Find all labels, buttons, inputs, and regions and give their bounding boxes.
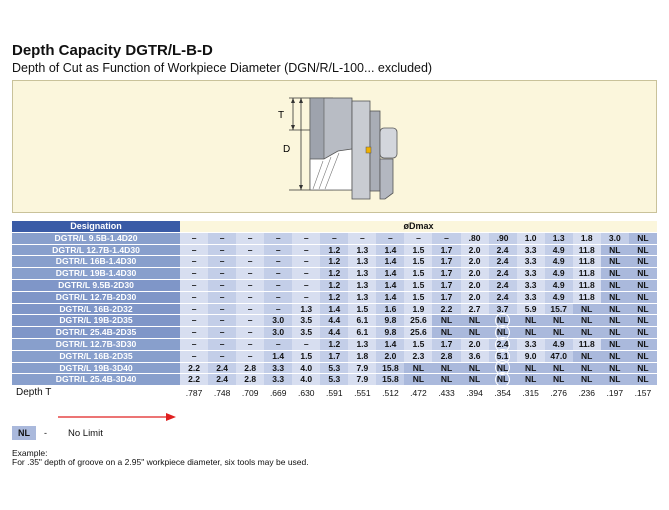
value-cell: NL — [404, 374, 432, 386]
value-cell: 1.5 — [404, 256, 432, 268]
value-cell: NL — [432, 327, 460, 339]
value-cell: – — [208, 350, 236, 362]
value-cell: 3.0 — [601, 232, 629, 244]
value-cell: .80 — [461, 232, 489, 244]
depth-value: .236 — [573, 386, 601, 401]
value-cell: – — [180, 338, 208, 350]
value-cell: 47.0 — [545, 350, 573, 362]
value-cell: – — [208, 268, 236, 280]
value-cell: NL — [573, 374, 601, 386]
value-cell: 1.3 — [348, 338, 376, 350]
table-row — [12, 303, 657, 315]
value-cell: 25.6 — [404, 315, 432, 327]
value-cell: NL — [545, 315, 573, 327]
value-cell: 3.3 — [517, 291, 545, 303]
value-cell: 1.7 — [320, 350, 348, 362]
value-cell: – — [208, 303, 236, 315]
legend-nl-swatch: NL — [12, 426, 36, 440]
value-cell: 2.4 — [208, 374, 236, 386]
depth-value: .787 — [180, 386, 208, 401]
value-cell: – — [292, 256, 320, 268]
value-cell: 2.0 — [376, 350, 404, 362]
value-cell: NL — [517, 327, 545, 339]
value-cell: NL — [629, 268, 657, 280]
value-cell: 2.0 — [461, 256, 489, 268]
page-title: Depth Capacity DGTR/L-B-D — [12, 42, 213, 59]
value-cell: NL — [629, 244, 657, 256]
value-cell: – — [264, 244, 292, 256]
table-row — [12, 232, 657, 244]
value-cell: NL — [545, 362, 573, 374]
value-cell: 1.9 — [404, 303, 432, 315]
value-cell: 5.9 — [517, 303, 545, 315]
value-cell: 15.7 — [545, 303, 573, 315]
value-cell: NL — [601, 279, 629, 291]
value-cell: 1.4 — [264, 350, 292, 362]
value-cell: NL — [573, 315, 601, 327]
value-cell: NL — [629, 374, 657, 386]
table-row — [12, 268, 657, 280]
value-cell: 1.5 — [292, 350, 320, 362]
value-cell: 4.9 — [545, 244, 573, 256]
value-cell: 3.3 — [264, 362, 292, 374]
value-cell: 2.4 — [489, 279, 517, 291]
value-cell: 1.5 — [404, 268, 432, 280]
designation-cell: DGTR/L 16B-2D32 — [12, 303, 180, 315]
depth-arrow-icon — [58, 412, 178, 422]
value-cell: – — [208, 327, 236, 339]
value-cell: 4.0 — [292, 374, 320, 386]
value-cell: 2.0 — [461, 244, 489, 256]
value-cell: – — [180, 291, 208, 303]
value-cell: 1.7 — [432, 279, 460, 291]
value-cell: 4.9 — [545, 256, 573, 268]
value-cell: NL — [629, 256, 657, 268]
value-cell: 4.0 — [292, 362, 320, 374]
value-cell: – — [180, 279, 208, 291]
value-cell: 4.9 — [545, 268, 573, 280]
value-cell: 2.0 — [461, 279, 489, 291]
value-cell: 1.2 — [320, 338, 348, 350]
value-cell: NL — [461, 374, 489, 386]
value-cell: 1.6 — [376, 303, 404, 315]
value-cell: NL — [601, 338, 629, 350]
value-cell: 3.0 — [264, 315, 292, 327]
value-cell: 1.7 — [432, 268, 460, 280]
depth-value: .394 — [461, 386, 489, 401]
table-row — [12, 350, 657, 362]
value-cell: 1.2 — [320, 256, 348, 268]
depth-value: .197 — [601, 386, 629, 401]
value-cell: 1.4 — [320, 303, 348, 315]
value-cell: NL — [629, 327, 657, 339]
value-cell: 1.2 — [320, 244, 348, 256]
value-cell: NL — [489, 327, 517, 339]
value-cell: 1.3 — [348, 268, 376, 280]
value-cell: NL — [601, 374, 629, 386]
value-cell: – — [236, 291, 264, 303]
value-cell: 6.1 — [348, 315, 376, 327]
value-cell: NL — [601, 327, 629, 339]
value-cell: 1.8 — [348, 350, 376, 362]
table-row — [12, 256, 657, 268]
value-cell: 5.3 — [320, 362, 348, 374]
value-cell: 1.7 — [432, 291, 460, 303]
value-cell: – — [236, 244, 264, 256]
value-cell: – — [236, 279, 264, 291]
value-cell: 1.4 — [376, 338, 404, 350]
value-cell: 4.9 — [545, 338, 573, 350]
tool-diagram-box — [12, 80, 657, 213]
value-cell: 1.0 — [517, 232, 545, 244]
value-cell: 2.7 — [461, 303, 489, 315]
value-cell: 4.4 — [320, 315, 348, 327]
value-cell: NL — [432, 374, 460, 386]
designation-cell: DGTR/L 12.7B-1.4D30 — [12, 244, 180, 256]
value-cell: 1.5 — [404, 279, 432, 291]
value-cell: – — [180, 327, 208, 339]
designation-cell: DGTR/L 16B-2D35 — [12, 350, 180, 362]
value-cell: 3.3 — [264, 374, 292, 386]
value-cell: 1.5 — [404, 244, 432, 256]
value-cell: NL — [461, 315, 489, 327]
value-cell: NL — [489, 362, 517, 374]
value-cell: 9.8 — [376, 327, 404, 339]
depth-value: .315 — [517, 386, 545, 401]
value-cell: 1.4 — [376, 256, 404, 268]
value-cell: NL — [601, 350, 629, 362]
value-cell: – — [432, 232, 460, 244]
value-cell: 2.4 — [489, 268, 517, 280]
value-cell: 4.4 — [320, 327, 348, 339]
depth-value: .551 — [348, 386, 376, 401]
legend-dash: - — [44, 428, 47, 438]
value-cell: NL — [601, 244, 629, 256]
designation-cell: DGTR/L 9.5B-2D30 — [12, 279, 180, 291]
designation-cell: DGTR/L 19B-2D35 — [12, 315, 180, 327]
designation-cell: DGTR/L 16B-1.4D30 — [12, 256, 180, 268]
designation-cell: DGTR/L 12.7B-2D30 — [12, 291, 180, 303]
value-cell: 3.3 — [517, 244, 545, 256]
value-cell: – — [376, 232, 404, 244]
value-cell: 1.4 — [376, 268, 404, 280]
depth-value: .157 — [629, 386, 657, 401]
value-cell: – — [180, 303, 208, 315]
value-cell: – — [264, 256, 292, 268]
value-cell: 1.4 — [376, 279, 404, 291]
value-cell: NL — [517, 362, 545, 374]
value-cell: – — [180, 244, 208, 256]
value-cell: 15.8 — [376, 362, 404, 374]
value-cell: 1.3 — [348, 291, 376, 303]
value-cell: 2.2 — [180, 362, 208, 374]
value-cell: NL — [573, 327, 601, 339]
value-cell: NL — [629, 350, 657, 362]
value-cell: NL — [573, 303, 601, 315]
value-cell: – — [264, 232, 292, 244]
value-cell: NL — [629, 315, 657, 327]
dimension-t-label: T — [278, 110, 285, 121]
value-cell: 1.2 — [320, 279, 348, 291]
value-cell: 3.3 — [517, 338, 545, 350]
table-row — [12, 315, 657, 327]
value-cell: 2.2 — [432, 303, 460, 315]
value-cell: 3.3 — [517, 256, 545, 268]
value-cell: 1.3 — [292, 303, 320, 315]
value-cell: NL — [432, 362, 460, 374]
value-cell: 1.2 — [320, 268, 348, 280]
value-cell: – — [236, 350, 264, 362]
value-cell: 6.1 — [348, 327, 376, 339]
value-cell: 2.4 — [489, 338, 517, 350]
value-cell: 4.9 — [545, 279, 573, 291]
value-cell: NL — [629, 338, 657, 350]
table-row — [12, 374, 657, 386]
value-cell: 1.7 — [432, 244, 460, 256]
value-cell: 1.8 — [573, 232, 601, 244]
value-cell: – — [292, 338, 320, 350]
depth-capacity-table — [12, 221, 657, 401]
value-cell: – — [292, 232, 320, 244]
designation-header: Designation — [12, 221, 180, 232]
depth-value: .354 — [489, 386, 517, 401]
value-cell: – — [236, 315, 264, 327]
value-cell: 11.8 — [573, 291, 601, 303]
value-cell: – — [208, 315, 236, 327]
value-cell: 3.6 — [461, 350, 489, 362]
value-cell: NL — [517, 315, 545, 327]
value-cell: 1.3 — [348, 244, 376, 256]
designation-cell: DGTR/L 25.4B-2D35 — [12, 327, 180, 339]
depth-row — [12, 386, 657, 401]
value-cell: 5.3 — [320, 374, 348, 386]
table-row — [12, 244, 657, 256]
value-cell: 1.4 — [376, 244, 404, 256]
value-cell: – — [180, 315, 208, 327]
value-cell: NL — [601, 256, 629, 268]
value-cell: 2.8 — [432, 350, 460, 362]
value-cell: – — [236, 327, 264, 339]
value-cell: – — [320, 232, 348, 244]
value-cell: NL — [461, 327, 489, 339]
designation-cell: DGTR/L 9.5B-1.4D20 — [12, 232, 180, 244]
example-text: For .35" depth of groove on a 2.95" workpiece diameter, six tools may be used. — [12, 457, 309, 467]
value-cell: – — [208, 291, 236, 303]
dmax-header: øDmax — [180, 221, 657, 232]
value-cell: 5.1 — [489, 350, 517, 362]
value-cell: – — [292, 268, 320, 280]
value-cell: 3.0 — [264, 327, 292, 339]
value-cell: – — [208, 279, 236, 291]
value-cell: NL — [573, 362, 601, 374]
value-cell: 2.3 — [404, 350, 432, 362]
value-cell: 11.8 — [573, 338, 601, 350]
value-cell: – — [292, 279, 320, 291]
value-cell: NL — [601, 315, 629, 327]
value-cell: – — [236, 338, 264, 350]
table-row — [12, 279, 657, 291]
value-cell: NL — [545, 327, 573, 339]
table-row — [12, 327, 657, 339]
value-cell: 1.5 — [348, 303, 376, 315]
value-cell: – — [264, 291, 292, 303]
table-row — [12, 362, 657, 374]
value-cell: 4.9 — [545, 291, 573, 303]
value-cell: NL — [601, 362, 629, 374]
dimension-d-label: D — [283, 144, 291, 155]
value-cell: 2.0 — [461, 291, 489, 303]
value-cell: – — [264, 303, 292, 315]
value-cell: 2.4 — [489, 291, 517, 303]
value-cell: 9.8 — [376, 315, 404, 327]
table-row — [12, 338, 657, 350]
value-cell: – — [180, 232, 208, 244]
value-cell: 1.3 — [348, 256, 376, 268]
value-cell: NL — [461, 362, 489, 374]
value-cell: 11.8 — [573, 279, 601, 291]
value-cell: 2.8 — [236, 362, 264, 374]
value-cell: 3.3 — [517, 279, 545, 291]
value-cell: – — [208, 232, 236, 244]
value-cell: .90 — [489, 232, 517, 244]
value-cell: – — [292, 291, 320, 303]
value-cell: NL — [601, 303, 629, 315]
value-cell: 2.4 — [489, 244, 517, 256]
depth-value: .591 — [320, 386, 348, 401]
value-cell: NL — [601, 291, 629, 303]
value-cell: – — [208, 256, 236, 268]
value-cell: 11.8 — [573, 268, 601, 280]
value-cell: NL — [601, 268, 629, 280]
value-cell: – — [236, 232, 264, 244]
designation-cell: DGTR/L 12.7B-3D30 — [12, 338, 180, 350]
value-cell: – — [264, 268, 292, 280]
value-cell: NL — [629, 232, 657, 244]
value-cell: 3.3 — [517, 268, 545, 280]
page-subtitle: Depth of Cut as Function of Workpiece Diameter (DGN/R/L-100... excluded) — [12, 61, 433, 75]
value-cell: 2.4 — [208, 362, 236, 374]
example-label: Example: — [12, 448, 48, 458]
value-cell: 1.2 — [320, 291, 348, 303]
value-cell: – — [208, 244, 236, 256]
value-cell: 3.5 — [292, 315, 320, 327]
value-cell: NL — [629, 362, 657, 374]
value-cell: NL — [573, 350, 601, 362]
value-cell: – — [236, 303, 264, 315]
value-cell: NL — [629, 279, 657, 291]
value-cell: 7.9 — [348, 362, 376, 374]
value-cell: NL — [629, 303, 657, 315]
value-cell: 1.5 — [404, 291, 432, 303]
designation-cell: DGTR/L 25.4B-3D40 — [12, 374, 180, 386]
table-row — [12, 291, 657, 303]
value-cell: 3.5 — [292, 327, 320, 339]
depth-value: .433 — [432, 386, 460, 401]
designation-cell: DGTR/L 19B-1.4D30 — [12, 268, 180, 280]
value-cell: 1.3 — [348, 279, 376, 291]
value-cell: 1.7 — [432, 256, 460, 268]
value-cell: 15.8 — [376, 374, 404, 386]
depth-value: .512 — [376, 386, 404, 401]
depth-value: .709 — [236, 386, 264, 401]
grooving-tool-diagram — [13, 81, 658, 214]
value-cell: – — [264, 279, 292, 291]
value-cell: NL — [517, 374, 545, 386]
depth-value: .630 — [292, 386, 320, 401]
value-cell: 1.5 — [404, 338, 432, 350]
designation-cell: DGTR/L 19B-3D40 — [12, 362, 180, 374]
value-cell: – — [348, 232, 376, 244]
value-cell: NL — [545, 374, 573, 386]
value-cell: 2.0 — [461, 268, 489, 280]
value-cell: 11.8 — [573, 244, 601, 256]
value-cell: – — [236, 256, 264, 268]
depth-value: .748 — [208, 386, 236, 401]
value-cell: – — [180, 256, 208, 268]
value-cell: 2.4 — [489, 256, 517, 268]
value-cell: – — [180, 268, 208, 280]
value-cell: – — [208, 338, 236, 350]
depth-value: .472 — [404, 386, 432, 401]
value-cell: 25.6 — [404, 327, 432, 339]
value-cell: – — [264, 338, 292, 350]
value-cell: 7.9 — [348, 374, 376, 386]
value-cell: – — [236, 268, 264, 280]
value-cell: – — [404, 232, 432, 244]
value-cell: NL — [489, 374, 517, 386]
value-cell: NL — [489, 315, 517, 327]
value-cell: 2.8 — [236, 374, 264, 386]
legend-no-limit: No Limit — [68, 428, 103, 439]
value-cell: 1.7 — [432, 338, 460, 350]
depth-value: .276 — [545, 386, 573, 401]
value-cell: 2.2 — [180, 374, 208, 386]
value-cell: NL — [629, 291, 657, 303]
value-cell: – — [292, 244, 320, 256]
value-cell: – — [180, 350, 208, 362]
value-cell: 11.8 — [573, 256, 601, 268]
depth-value: .669 — [264, 386, 292, 401]
value-cell: 1.4 — [376, 291, 404, 303]
value-cell: 1.3 — [545, 232, 573, 244]
value-cell: 9.0 — [517, 350, 545, 362]
value-cell: NL — [404, 362, 432, 374]
depth-label: Depth T — [12, 386, 180, 401]
value-cell: 2.0 — [461, 338, 489, 350]
value-cell: 3.7 — [489, 303, 517, 315]
value-cell: NL — [432, 315, 460, 327]
